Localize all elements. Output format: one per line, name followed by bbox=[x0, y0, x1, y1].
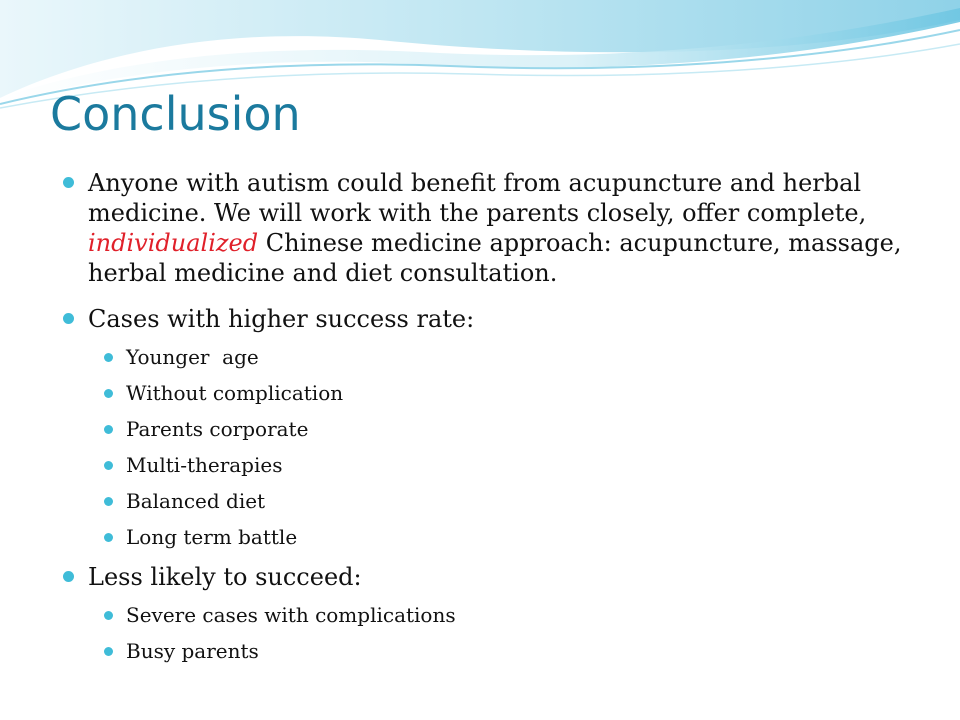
bullet-icon bbox=[63, 313, 74, 324]
bullet-icon bbox=[104, 461, 113, 470]
sub-bullet-text: Parents corporate bbox=[126, 417, 309, 441]
bullet-icon bbox=[63, 571, 74, 582]
bullet-text: Anyone with autism could benefit from acupuncture and herbal medicine. We will work with the parents closely, offer complete, bbox=[88, 169, 867, 227]
bullet-conclusion bbox=[62, 168, 928, 288]
bullet-icon bbox=[104, 353, 113, 362]
sub-bullet bbox=[62, 380, 922, 406]
bullet-icon bbox=[63, 177, 74, 188]
bullet-icon bbox=[104, 497, 113, 506]
sub-bullet-text: Younger age bbox=[126, 345, 259, 369]
bullet-icon bbox=[104, 611, 113, 620]
sub-bullet bbox=[62, 638, 922, 664]
bullet-icon bbox=[104, 389, 113, 398]
emphasis-text: individualized bbox=[88, 229, 259, 257]
sub-bullet bbox=[62, 344, 922, 370]
sub-bullet-text: Balanced diet bbox=[126, 489, 266, 513]
bullet-list bbox=[62, 168, 922, 664]
sub-bullet bbox=[62, 488, 922, 514]
sub-bullet bbox=[62, 452, 922, 478]
sub-bullet-text: Without complication bbox=[126, 381, 344, 405]
bullet-icon bbox=[104, 533, 113, 542]
sub-bullet bbox=[62, 524, 922, 550]
bullet-text: Cases with higher success rate: bbox=[88, 305, 475, 333]
bullet-icon bbox=[104, 425, 113, 434]
bullet-higher-success bbox=[62, 304, 922, 334]
sub-bullet-text: Long term battle bbox=[126, 525, 298, 549]
sub-bullet bbox=[62, 416, 922, 442]
sub-bullet-text: Severe cases with complications bbox=[126, 603, 456, 627]
sub-bullet-text: Multi-therapies bbox=[126, 453, 283, 477]
sub-bullet-text: Busy parents bbox=[126, 639, 259, 663]
sub-bullet bbox=[62, 602, 922, 628]
bullet-less-likely bbox=[62, 562, 922, 592]
bullet-text: Chinese medicine approach: acupuncture, massage, herbal medicine and diet consultation. bbox=[88, 229, 902, 287]
slide-title: Conclusion bbox=[50, 87, 301, 141]
bullet-text: Less likely to succeed: bbox=[88, 563, 362, 591]
bullet-icon bbox=[104, 647, 113, 656]
